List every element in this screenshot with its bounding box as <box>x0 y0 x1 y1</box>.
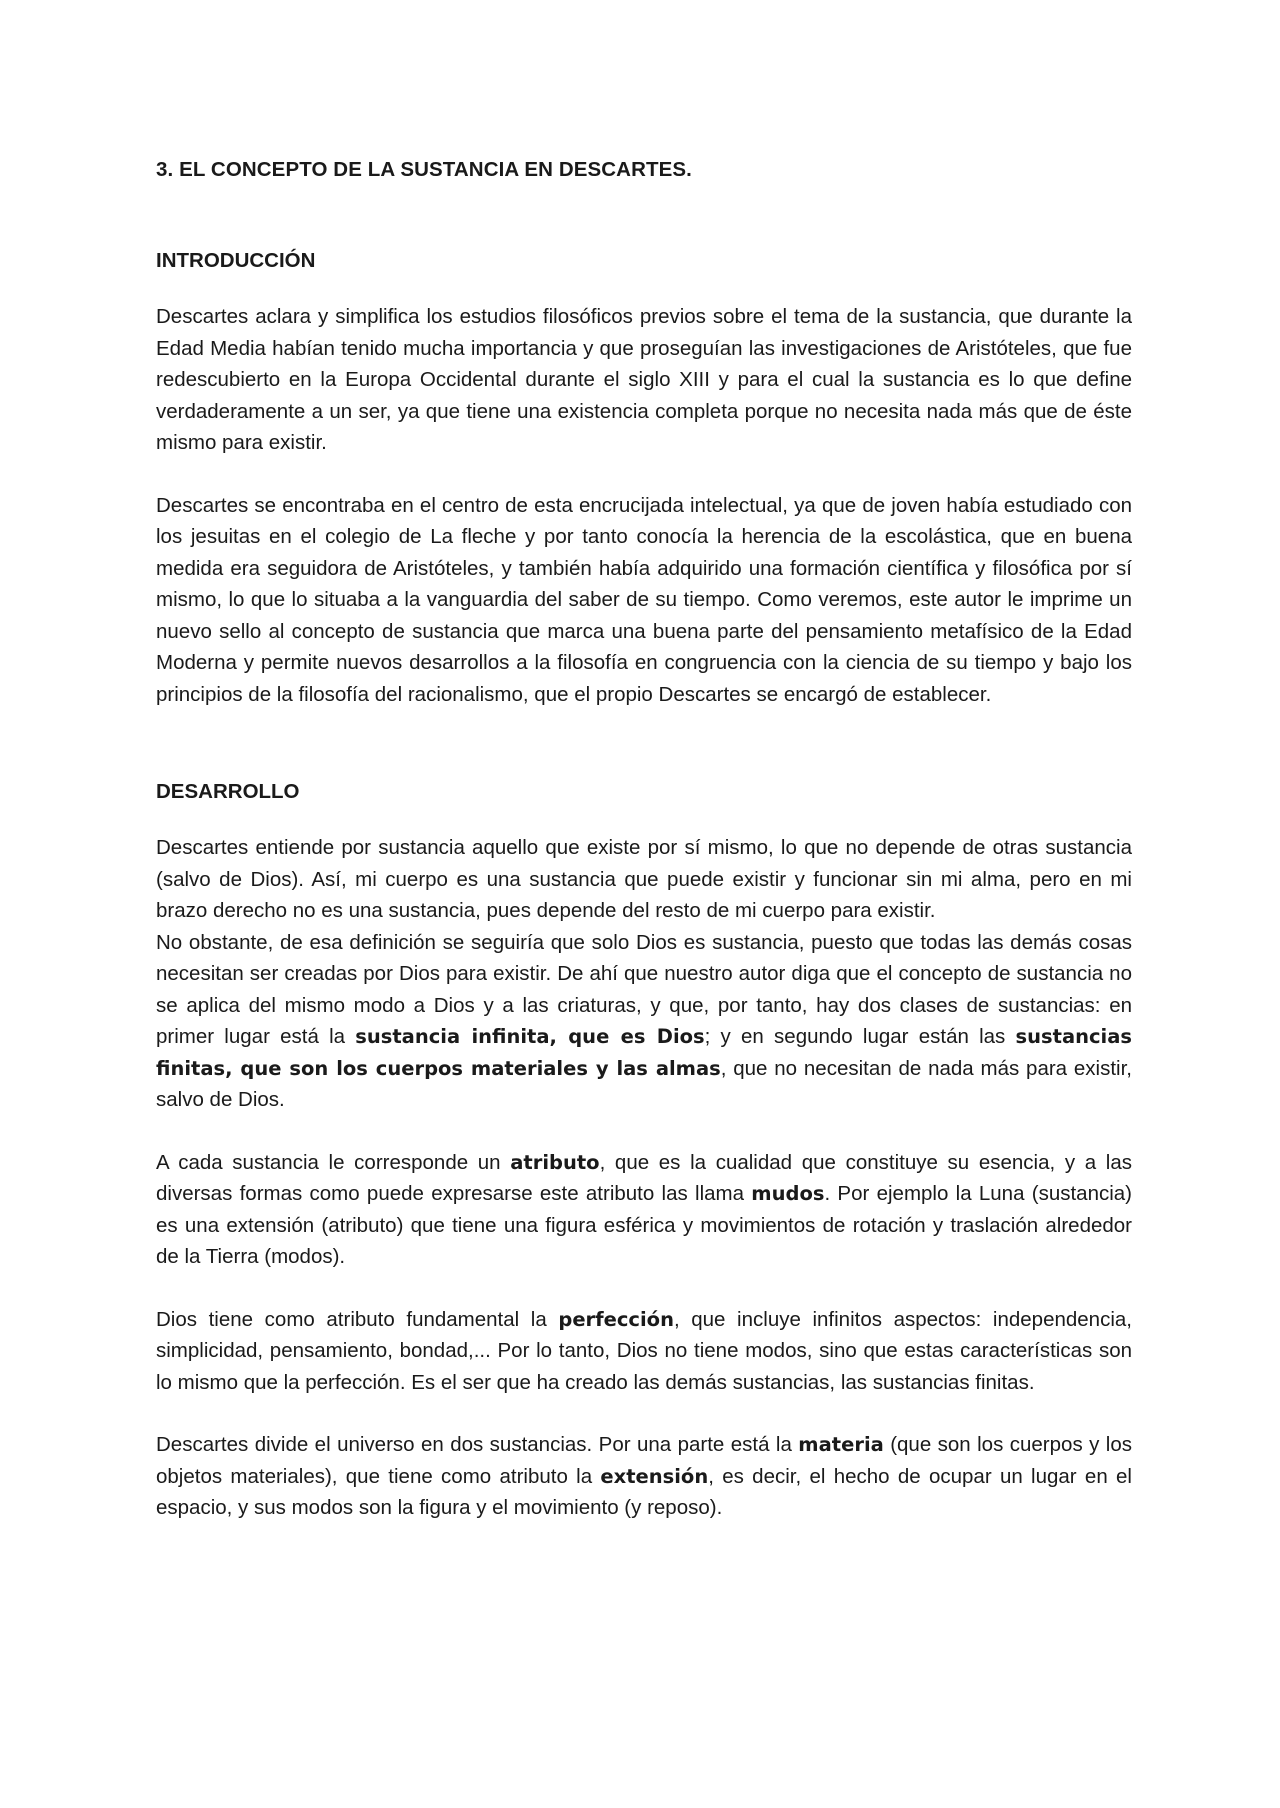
paragraph-text: (que son los cuerpos y los objetos materiales), que tiene como atributo la <box>156 1433 1132 1488</box>
bold-term-modes: mudos <box>751 1182 825 1205</box>
bold-term-finite-substances: sustancias finitas, que son los cuerpos materiales y las almas <box>156 1025 1132 1080</box>
development-paragraph-4 <box>156 1304 1132 1399</box>
bold-term-infinite-substance: sustancia infinita, que es Dios <box>355 1025 705 1048</box>
paragraph-text: Descartes divide el universo en dos sustancias. Por una parte está la <box>156 1433 799 1456</box>
bold-term-attribute: atributo <box>510 1150 600 1174</box>
bold-term-matter: materia <box>798 1433 884 1456</box>
paragraph-text: , es decir, el hecho de ocupar un lugar en el espacio, y sus modos son la figura y el movimiento (y reposo). <box>156 1464 1132 1519</box>
introduction-paragraph-2: Descartes se encontraba en el centro de esta encrucijada intelectual, ya que de joven había estudiado con los jesuitas en el colegio de La fleche y por tanto conocía la herencia de la escolástica, que en buena medida era seguidora de Aristóteles, y también había adquirido una formación científica y filosófica por sí mismo, lo que lo situaba a la vanguardia del saber de su tiempo. Como veremos, este autor le imprime un nuevo sello al concepto de sustancia que marca una buena parte del pensamiento metafísico de la Edad Moderna y permite nuevos desarrollos a la filosofía en congruencia con la ciencia de su tiempo y bajo los principios de la filosofía del racionalismo, que el propio Descartes se encargó de establecer. <box>156 493 1132 706</box>
introduction-heading: INTRODUCCIÓN <box>156 249 316 272</box>
development-paragraph-1: Descartes entiende por sustancia aquello que existe por sí mismo, lo que no depende de otras sustancia (salvo de Dios). Así, mi cuerpo es una sustancia que puede existir y funcionar sin mi alma, pero en mi brazo derecho no es una sustancia, pues depende del resto de mi cuerpo para existir. <box>156 836 1132 922</box>
paragraph-text: No obstante, de esa definición se seguiría que solo Dios es sustancia, puesto que todas las demás cosas necesitan ser creadas por Dios para existir. De ahí que nuestro autor diga que el concepto de sustancia no se aplica del mismo modo a Dios y a las criaturas, y que, por tanto, hay dos clases de sustancias: en primer lugar está la <box>156 930 1132 1048</box>
document-page <box>156 150 1132 1524</box>
document-title: 3. EL CONCEPTO DE LA SUSTANCIA EN DESCARTES. <box>156 158 692 181</box>
development-paragraph-2 <box>156 927 1132 1116</box>
paragraph-text: , que incluye infinitos aspectos: independencia, simplicidad, pensamiento, bondad,... Por lo tanto, Dios no tiene modos, sino que estas características son lo mismo que la perfección. Es el ser que ha creado las demás sustancias, las sustancias finitas. <box>156 1307 1132 1394</box>
introduction-paragraph-1: Descartes aclara y simplifica los estudios filosóficos previos sobre el tema de la sustancia, que durante la Edad Media habían tenido mucha importancia y que proseguían las investigaciones de Aristóteles, que fue redescubierto en la Europa Occidental durante el siglo XIII y para el cual la sustancia es lo que define verdaderamente a un ser, ya que tiene una existencia completa porque no necesita nada más que de éste mismo para existir. <box>156 305 1132 454</box>
paragraph-text: , que no necesitan de nada más para existir, salvo de Dios. <box>156 1056 1132 1111</box>
paragraph-text: ; y en segundo lugar están las <box>704 1025 1016 1048</box>
bold-term-perfection: perfección <box>558 1307 674 1331</box>
paragraph-text: Dios tiene como atributo fundamental la <box>156 1307 559 1331</box>
paragraph-text: A cada sustancia le corresponde un <box>156 1150 511 1174</box>
bold-term-extension: extensión <box>600 1464 709 1488</box>
development-paragraph-3 <box>156 1147 1132 1273</box>
paragraph-text: . Por ejemplo la Luna (sustancia) es una extensión (atributo) que tiene una figura esférica y movimientos de rotación y traslación alrededor de la Tierra (modos). <box>156 1182 1133 1268</box>
development-paragraph-5 <box>156 1429 1132 1524</box>
paragraph-text: , que es la cualidad que constituye su esencia, y a las diversas formas como puede expresarse este atributo las llama <box>156 1150 1132 1205</box>
development-heading: DESARROLLO <box>156 780 300 803</box>
